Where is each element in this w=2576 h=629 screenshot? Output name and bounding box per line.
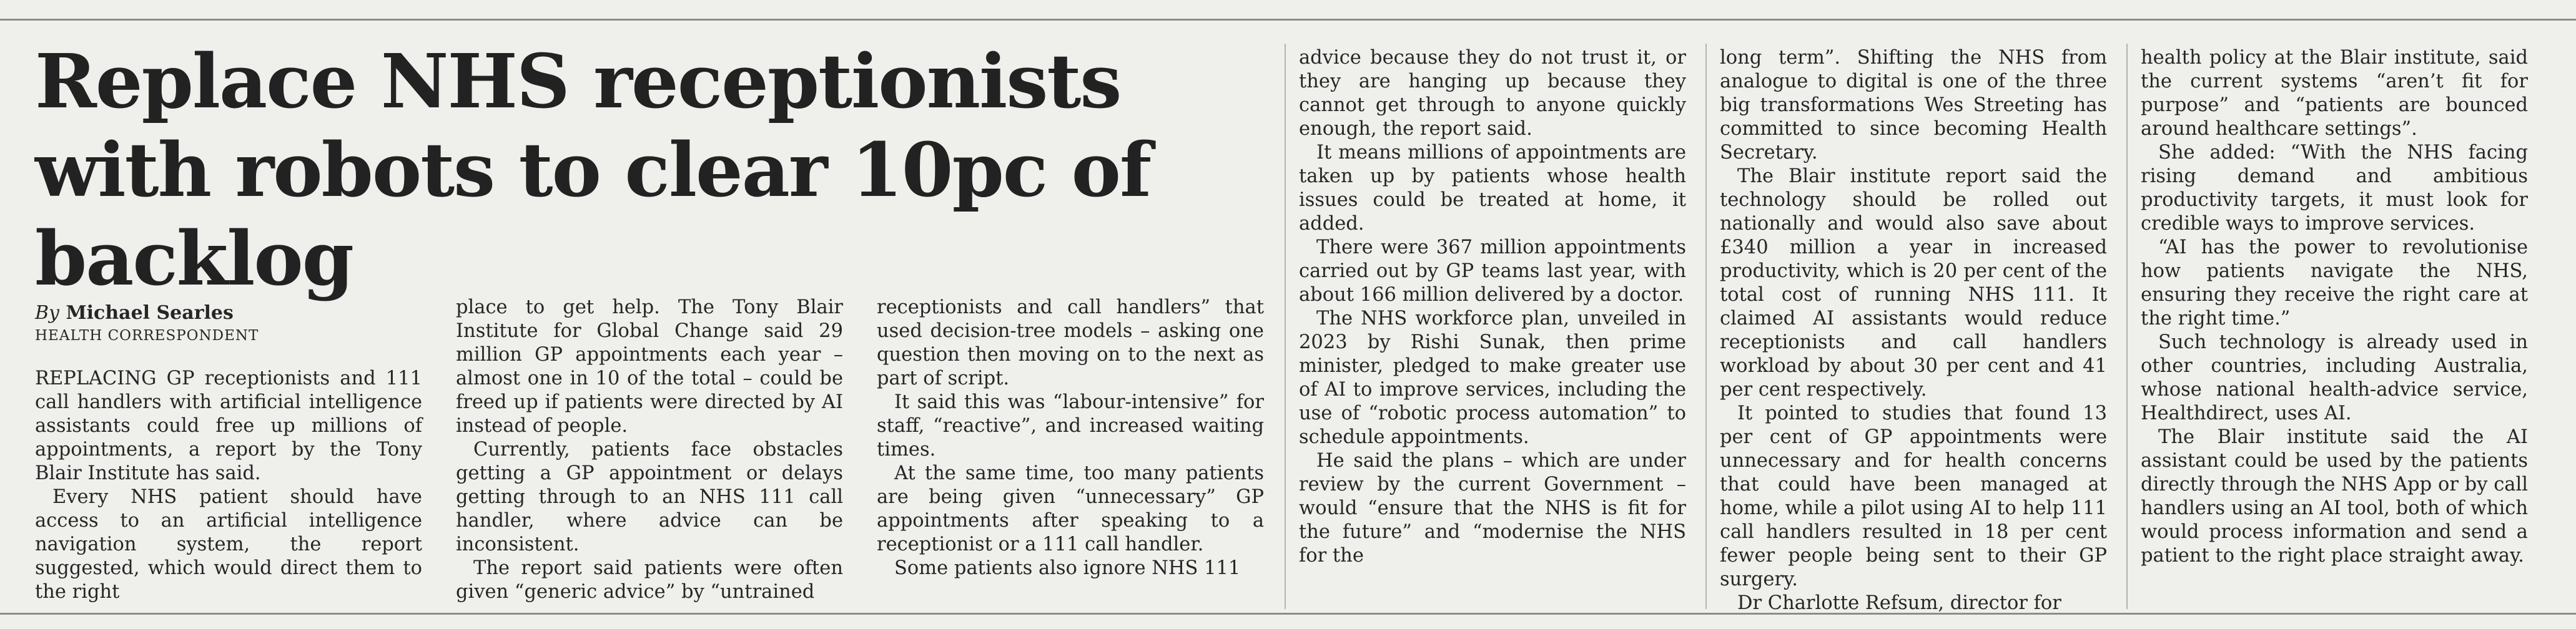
paragraph: place to get help. The Tony Blair Institute for Global Change said 29 million GP appointments each year – almost one in 10 of the total – could be freed up if patients were directed by AI instead of people. bbox=[456, 296, 843, 437]
bottom-rule bbox=[0, 613, 2576, 615]
article-column-4 bbox=[1299, 46, 1686, 568]
paragraph: There were 367 million appointments carried out by GP teams last year, with about 166 million delivered by a doctor. bbox=[1299, 236, 1686, 306]
column-divider bbox=[1705, 44, 1707, 609]
column-divider bbox=[2126, 44, 2128, 609]
top-rule bbox=[0, 19, 2576, 21]
paragraph: receptionists and call handlers” that used decision-tree models – asking one question then moving on to the next as part of script. bbox=[877, 296, 1264, 389]
paragraph: The report said patients were often given “generic advice” by “untrained bbox=[456, 557, 843, 603]
article-column-6 bbox=[2141, 46, 2528, 568]
paragraph: REPLACING GP receptionists and 111 call handlers with artificial intelligence assistants could free up millions of appointments, a report by the Tony Blair Institute has said. bbox=[35, 368, 422, 484]
paragraph: Some patients also ignore NHS 111 bbox=[894, 557, 1241, 579]
article-column-5 bbox=[1720, 46, 2107, 615]
paragraph: It said this was “labour-intensive” for staff, “reactive”, and increased waiting times. bbox=[877, 391, 1264, 461]
paragraph: The Blair institute report said the technology should be rolled out nationally and would also save about £340 million a year in increased productivity, which is 20 per cent of the total cost of running NHS 111. It claimed AI assistants would reduce receptionists and call handlers workload by about 30 per cent and 41 per cent respectively. bbox=[1720, 165, 2107, 401]
article-headline: Replace NHS receptionists with robots to clear 10pc of backlog bbox=[35, 38, 1151, 303]
paragraph: Every NHS patient should have access to an artificial intelligence navigation system, the report suggested, which would direct them to the right bbox=[35, 486, 422, 603]
byline-role: HEALTH CORRESPONDENT bbox=[35, 328, 259, 344]
article-column-2 bbox=[456, 296, 843, 604]
paragraph: Dr Charlotte Refsum, director for bbox=[1737, 592, 2061, 614]
paragraph: “AI has the power to revolutionise how patients navigate the NHS, ensuring they receive the right care at the right time.” bbox=[2141, 236, 2528, 329]
byline bbox=[35, 301, 422, 346]
byline-author: Michael Searles bbox=[66, 302, 234, 324]
column-divider bbox=[1285, 44, 1286, 609]
paragraph: The Blair institute said the AI assistant could be used by the patients directly through the NHS App or by call handlers using an AI tool, both of which would process information and send a patient to the right place straight away. bbox=[2141, 426, 2528, 567]
paragraph: The NHS workforce plan, unveiled in 2023 by Rishi Sunak, then prime minister, pledged to make greater use of AI to improve services, including the use of “robotic process automation” to schedule appointments. bbox=[1299, 308, 1686, 448]
byline-prefix: By bbox=[35, 302, 59, 324]
paragraph: At the same time, too many patients are being given “unnecessary” GP appointments after speaking to a receptionist or a 111 call handler. bbox=[877, 462, 1264, 555]
paragraph: Such technology is already used in other countries, including Australia, whose national health-advice service, Healthdirect, uses AI. bbox=[2141, 331, 2528, 424]
paragraph: Currently, patients face obstacles getting a GP appointment or delays getting through to an NHS 111 call handler, where advice can be inconsistent. bbox=[456, 439, 843, 555]
article-column-3 bbox=[877, 296, 1264, 580]
paragraph: advice because they do not trust it, or they are hanging up because they cannot get through to anyone quickly enough, the report said. bbox=[1299, 47, 1686, 140]
paragraph: It pointed to studies that found 13 per cent of GP appointments were unnecessary and for health concerns that could have been managed at home, while a pilot using AI to help 111 call handlers resulted in 18 per cent fewer people being sent to their GP surgery. bbox=[1720, 402, 2107, 590]
paragraph: He said the plans – which are under review by the current Government – would “ensure that the NHS is fit for the future” and “modernise the NHS for the bbox=[1299, 450, 1686, 567]
paragraph: long term”. Shifting the NHS from analogue to digital is one of the three big transformations Wes Streeting has committed to since becoming Health Secretary. bbox=[1720, 47, 2107, 163]
paragraph: She added: “With the NHS facing rising demand and ambitious productivity targets, it must look for credible ways to improve services. bbox=[2141, 142, 2528, 235]
paragraph: It means millions of appointments are taken up by patients whose health issues could be treated at home, it added. bbox=[1299, 142, 1686, 235]
article-column-1 bbox=[35, 367, 422, 604]
paragraph: health policy at the Blair institute, said the current systems “aren’t fit for purpose” and “patients are bounced around healthcare settings”. bbox=[2141, 47, 2528, 140]
